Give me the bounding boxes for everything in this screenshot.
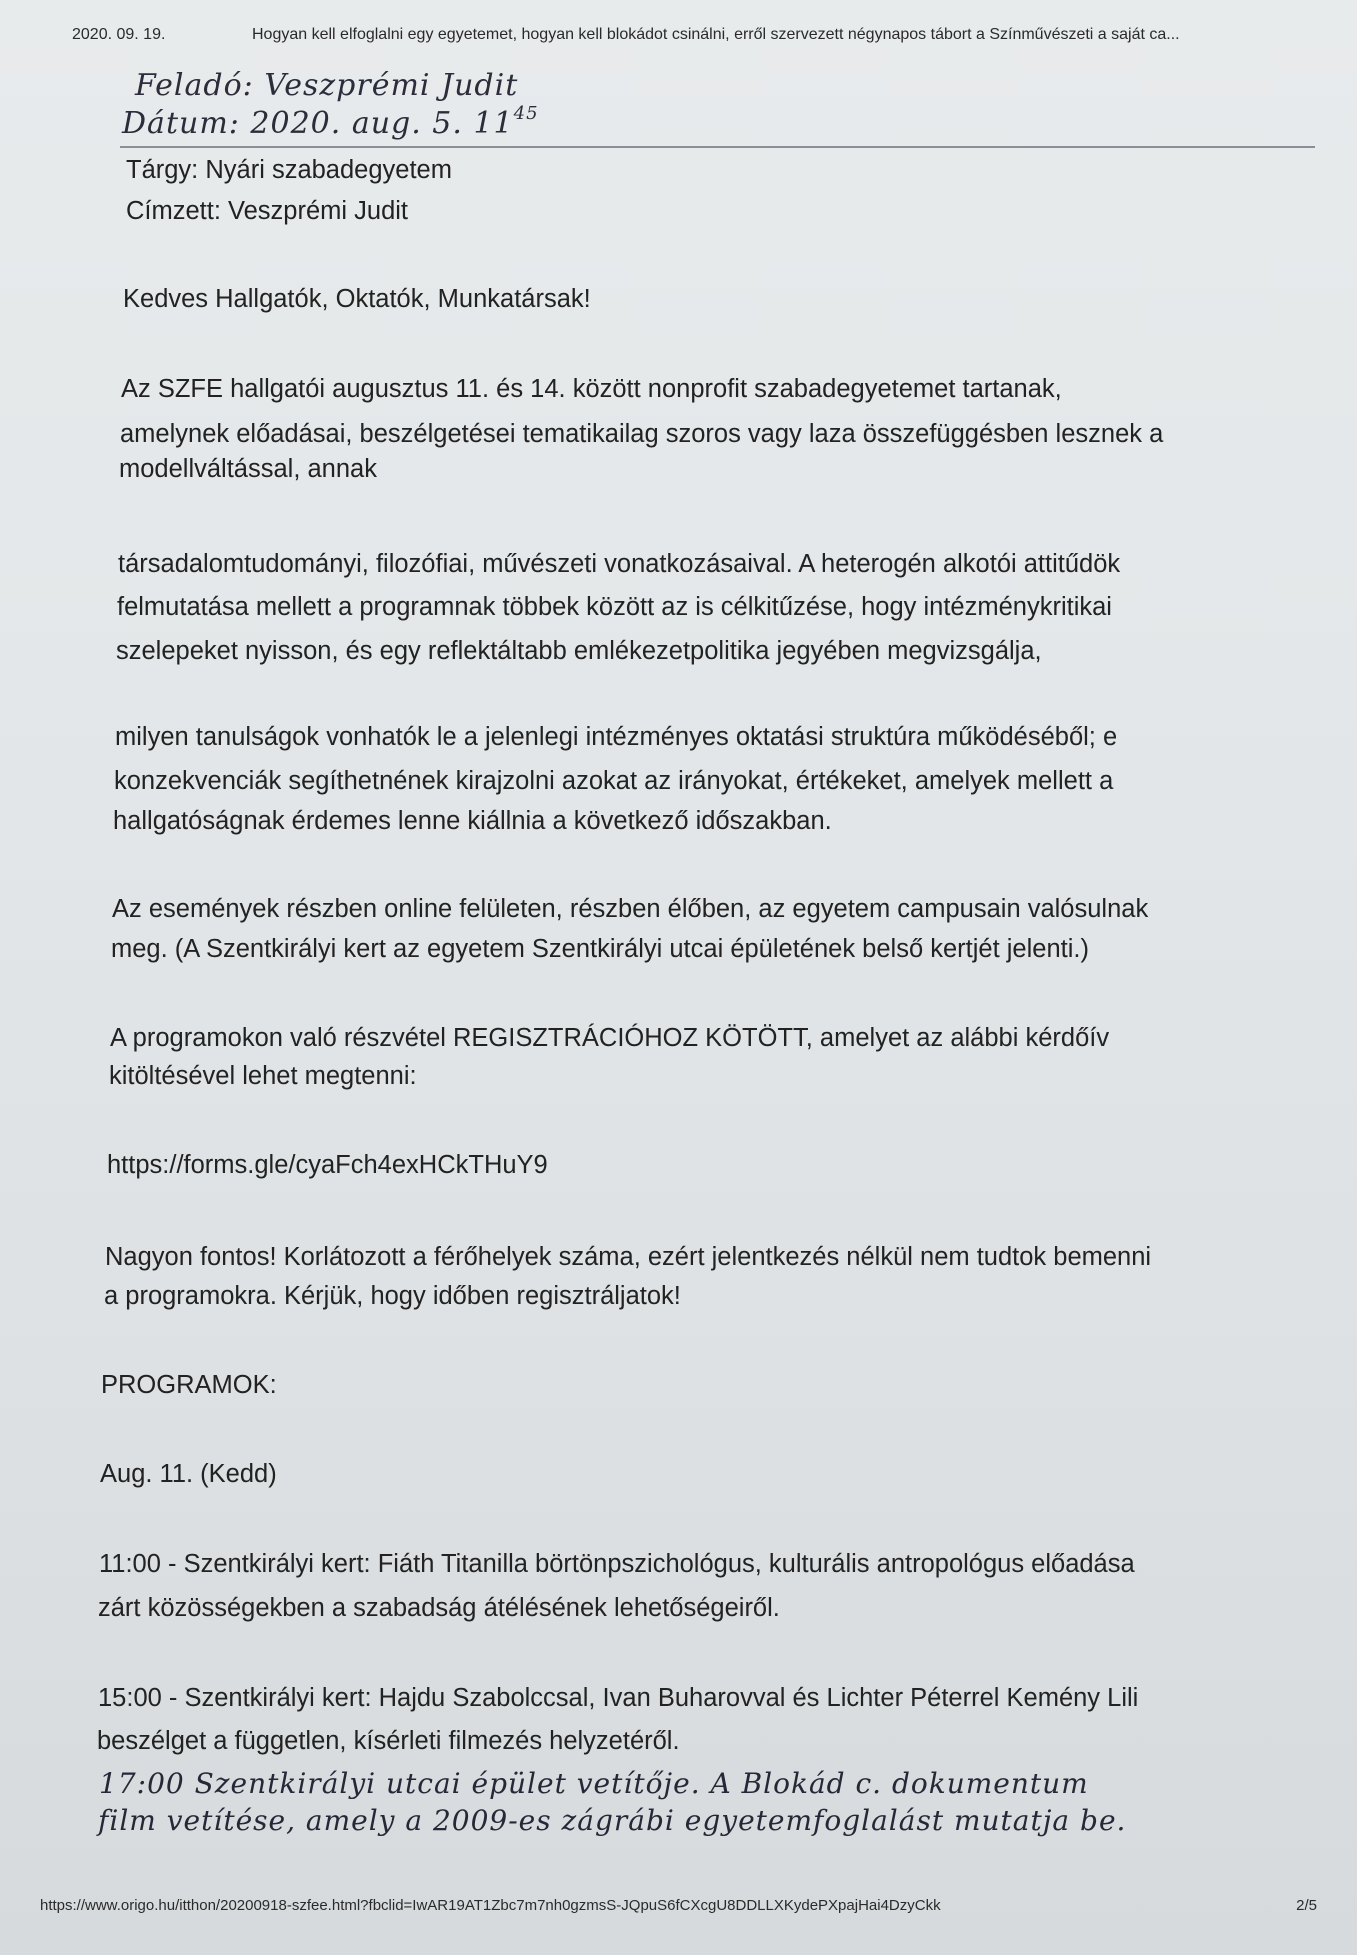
handwritten-note-line: film vetítése, amely a 2009-es zágrábi egyetemfoglalást mutatja be. xyxy=(98,1804,1127,1837)
handwritten-date-main: Dátum: 2020. aug. 5. 11 xyxy=(122,106,514,141)
paragraph-line: konzekvenciák segíthetnének kirajzolni azokat az irányokat, értékeket, amelyek mellett a xyxy=(114,767,1114,795)
paragraph-line: társadalomtudományi, filozófiai, művészeti vonatkozásaival. A heterogén alkotói attitűdök xyxy=(118,550,1121,578)
paragraph-line: milyen tanulságok vonhatók le a jelenlegi intézményes oktatási struktúra működéséből; e xyxy=(115,723,1118,751)
paragraph-line: szelepeket nyisson, és egy reflektáltabb emlékezetpolitika jegyében megvizsgálja, xyxy=(116,637,1042,665)
program-event-line: 11:00 - Szentkirályi kert: Fiáth Titanilla börtönpszichológus, kulturális antropológus előadása xyxy=(99,1550,1135,1578)
day-heading: Aug. 11. (Kedd) xyxy=(100,1460,277,1488)
footer-url: https://www.origo.hu/itthon/20200918-szfee.html?fbclid=IwAR19AT1Zbc7m7nh0gzmsS-JQpuS6fCXcgU8DDLLXKydePXpajHai4DzyCkk xyxy=(40,1897,941,1914)
paragraph-line: kitöltésével lehet megtenni: xyxy=(109,1062,417,1090)
print-title: Hogyan kell elfoglalni egy egyetemet, hogyan kell blokádot csinálni, erről szervezett négynapos tábort a Színművészeti a saját ca... xyxy=(252,26,1180,43)
email-subject: Tárgy: Nyári szabadegyetem xyxy=(126,156,452,184)
program-event-line: zárt közösségekben a szabadság átélésének lehetőségeiről. xyxy=(98,1594,780,1622)
handwritten-note-line: 17:00 Szentkirályi utcai épület vetítője. A Blokád c. dokumentum xyxy=(99,1767,1089,1800)
program-event-line: beszélget a független, kísérleti filmezés helyzetéről. xyxy=(97,1727,680,1755)
registration-form-link[interactable]: https://forms.gle/cyaFch4exHCkTHuY9 xyxy=(107,1151,548,1179)
paragraph-line: a programokra. Kérjük, hogy időben regisztráljatok! xyxy=(104,1282,681,1310)
paragraph-line: Nagyon fontos! Korlátozott a férőhelyek száma, ezért jelentkezés nélkül nem tudtok bemenni xyxy=(105,1243,1152,1271)
paragraph-line: Az SZFE hallgatói augusztus 11. és 14. között nonprofit szabadegyetemet tartanak, xyxy=(121,375,1062,403)
email-greeting: Kedves Hallgatók, Oktatók, Munkatársak! xyxy=(123,285,591,313)
program-event-line: 15:00 - Szentkirályi kert: Hajdu Szabolccsal, Ivan Buharovval és Lichter Péterrel Kemény Lili xyxy=(98,1684,1139,1712)
paragraph-line: meg. (A Szentkirályi kert az egyetem Szentkirályi utcai épületének belső kertjét jelenti.) xyxy=(111,935,1089,963)
header-divider xyxy=(120,146,1315,148)
handwritten-date-minutes: 45 xyxy=(513,103,539,124)
paragraph-line: A programokon való részvétel REGISZTRÁCIÓHOZ KÖTÖTT, amelyet az alábbi kérdőív xyxy=(110,1024,1110,1052)
paragraph-line: Az események részben online felületen, részben élőben, az egyetem campusain valósulnak xyxy=(112,895,1149,923)
programs-heading: PROGRAMOK: xyxy=(101,1371,277,1399)
print-date: 2020. 09. 19. xyxy=(72,26,166,43)
footer-page-number: 2/5 xyxy=(1296,1897,1317,1914)
handwritten-date xyxy=(122,103,539,141)
handwritten-sender: Feladó: Veszprémi Judit xyxy=(135,68,519,103)
paragraph-line: modellváltással, annak xyxy=(119,455,377,483)
paragraph-line: hallgatóságnak érdemes lenne kiállnia a következő időszakban. xyxy=(113,807,832,835)
paragraph-line: amelynek előadásai, beszélgetései tematikailag szoros vagy laza összefüggésben lesznek a xyxy=(120,420,1164,448)
paragraph-line: felmutatása mellett a programnak többek között az is célkitűzése, hogy intézménykritikai xyxy=(117,593,1112,621)
email-recipient: Címzett: Veszprémi Judit xyxy=(126,197,409,225)
